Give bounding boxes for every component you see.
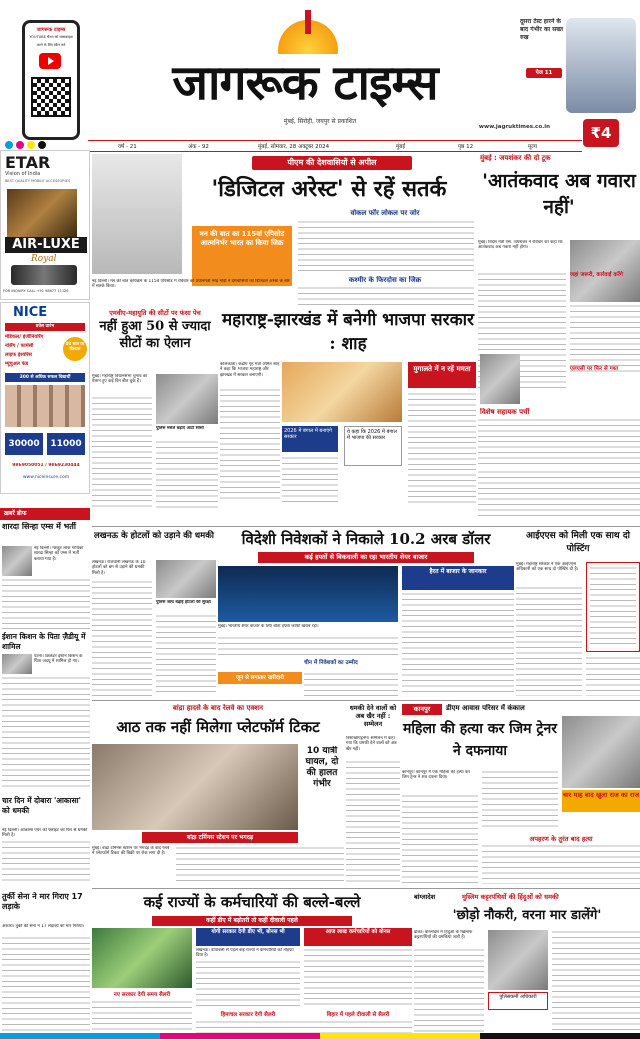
maha-story bbox=[92, 306, 218, 526]
shah-text bbox=[220, 388, 280, 500]
hindu-story bbox=[346, 702, 400, 886]
pm-body: नई दिल्ली। मन की बात कार्यक्रम के 115वें एपिसोड में रविवार को प्रधानमंत्री नरेंद्र मोदी ने देशवासियों को डिजिटल अरेस्ट के बारे में सतर्क किया। bbox=[92, 279, 290, 290]
brief-4-body: अंकारा। तुर्की की सेना ने 17 लड़ाकों को मार गिराया। bbox=[2, 924, 85, 929]
fdi-sub2: चीन में निवेशकों का उम्मीद bbox=[304, 660, 358, 666]
etar-model: Royal bbox=[31, 254, 57, 264]
hindu-text bbox=[346, 760, 400, 884]
bangladesh-headline: 'छोड़ो नौकरी, वरना मार डालेंगे' bbox=[452, 908, 602, 923]
fdi-text bbox=[218, 636, 398, 656]
masthead-website[interactable]: www.jagruktimes.co.in bbox=[478, 124, 550, 130]
ias-headline: आईएएस को मिली एक साथ दो पोस्टिंग bbox=[526, 531, 630, 554]
info-city: मुंबई bbox=[396, 144, 406, 150]
masthead-tagline: मुंबई, सिरोही, जयपुर से प्रकाशित bbox=[283, 118, 357, 125]
employees-sub3: नए सरकार देगी समय सैलरी bbox=[113, 992, 171, 998]
divider-railway bbox=[92, 700, 640, 701]
kanpur-sub: अपहरण के तुरंत बाद हत्या bbox=[529, 835, 593, 843]
ias-box-text bbox=[590, 566, 636, 648]
brief-4 bbox=[0, 892, 92, 1039]
fdi-body: मुंबई। भारतीय शेयर बाजार के लिए बीता हफ्ता काफी खराब रहा। bbox=[218, 624, 319, 629]
sunrise-logo-icon bbox=[268, 10, 348, 54]
bangladesh-body: ढाका। बांग्लादेश में हिंदुओं के खिलाफ कट्टरपंथियों की धमकियां जारी हैं। bbox=[414, 930, 473, 941]
nice-site[interactable]: www.niceinsure.com bbox=[22, 475, 70, 480]
railway-bar: बांद्रा टर्मिनस स्टेशन पर भगदड़ bbox=[142, 832, 298, 843]
hotels-note: पुलिस जांच बढ़ाई होटलों की सुरक्षा bbox=[156, 600, 211, 605]
brief-3-body: नई दिल्ली। आकासा एयर की फ्लाइट को फिर से धमकी मिली है। bbox=[2, 828, 88, 839]
shah-story bbox=[220, 306, 476, 526]
employees-bar: कहीं डीए में बढ़ोतरी तो कहीं दीवाली पहले bbox=[152, 916, 352, 926]
kanpur-story bbox=[402, 702, 640, 886]
magenta-dot-icon bbox=[16, 141, 24, 149]
cyan-dot-icon bbox=[5, 141, 13, 149]
kanpur-headline: महिला की हत्या कर जिम ट्रेनर ने दफनाया bbox=[403, 721, 557, 759]
etar-product-image2 bbox=[11, 265, 77, 285]
nice-item-4: लाइफ इंश्योरेंस bbox=[5, 352, 32, 358]
app-ad[interactable] bbox=[22, 20, 80, 140]
yellow-dot-icon bbox=[27, 141, 35, 149]
info-pages: पृष्ठ 12 bbox=[458, 144, 474, 150]
shah-box1: 2026 में बंगाल में बनाएंगे सरकार bbox=[282, 426, 338, 452]
ias-text2 bbox=[586, 656, 640, 696]
shah-text3 bbox=[282, 456, 338, 506]
hotels-body: लखनऊ। राजधानी लखनऊ के 10 होटलों को बम से उड़ाने की धमकी मिली है। bbox=[92, 560, 146, 576]
brief-2-title: ईशान किशन के पिता ज़ैडीयू में शामिल bbox=[2, 632, 86, 651]
etar-product-image bbox=[7, 189, 77, 237]
divider-employees bbox=[92, 888, 640, 889]
hindu-kicker: धमकी देने वालों को अब खैर नहीं : सम्मेलन bbox=[349, 704, 397, 728]
hindu-body: विशाखापट्टनम। सम्मेलन में कहा गया कि धमकी देने वालों को अब खैर नहीं। bbox=[346, 736, 397, 752]
etar-note: BEST QUALITY MOBILE ACCESSORIES bbox=[5, 179, 71, 183]
bangladesh-story bbox=[414, 890, 640, 1039]
pm-story bbox=[92, 154, 476, 304]
railway-story bbox=[92, 702, 344, 886]
pm-callout: मन की बात का 115वां एपिसोड आत्मनिर्भर भारत का किया जिक्र bbox=[192, 226, 292, 286]
brief-3-text bbox=[2, 840, 90, 884]
teaser-page: पेज 11 bbox=[526, 68, 562, 78]
kanpur-photo bbox=[562, 716, 640, 788]
pm-sub1: वोकल फॉर लोकल पर जोर bbox=[350, 209, 420, 217]
nice-students: 300 से अधिक सफल विद्यार्थी bbox=[5, 373, 85, 382]
nice-phone[interactable]: 9869050051 / 9869230444 bbox=[12, 463, 80, 468]
employees-photo bbox=[92, 928, 192, 988]
maha-footer-text bbox=[478, 470, 640, 516]
fdi-text2 bbox=[402, 592, 514, 696]
masthead bbox=[0, 0, 640, 140]
shah-text2 bbox=[408, 392, 476, 504]
employees-headline: कई राज्यों के कर्मचारियों की बल्ले-बल्ले bbox=[143, 893, 361, 911]
fdi-chart-image bbox=[218, 566, 398, 622]
etar-product: AIR-LUXE bbox=[5, 237, 87, 253]
fdi-sub3: जून से लगातार खरीदारी bbox=[218, 672, 302, 684]
nice-stat1: 30000 bbox=[5, 433, 43, 455]
brief-2-text bbox=[2, 676, 90, 790]
brief-2-photo bbox=[2, 654, 32, 674]
app-ad-name: जागरूक टाइम्स bbox=[36, 27, 66, 33]
fdi-sub1: हैरत में बाजार के जानकार bbox=[402, 566, 514, 590]
hotels-story bbox=[92, 528, 216, 698]
mumbai-kicker: मुंबई : जयशंकर की दो टूक bbox=[480, 154, 551, 162]
bangladesh-tag: बांग्लादेश bbox=[414, 893, 436, 901]
fdi-text3 bbox=[304, 672, 398, 696]
railway-photo bbox=[92, 744, 298, 830]
info-bar bbox=[88, 140, 582, 152]
railway-headline: आठ तक नहीं मिलेगा प्लेटफॉर्म टिकट bbox=[116, 718, 320, 736]
color-strip bbox=[0, 1033, 640, 1039]
etar-sub: Vision of India bbox=[5, 171, 41, 177]
shah-box2: ये कहा कि 2026 में बंगाल में भाजपा की सरकार bbox=[344, 426, 402, 466]
fdi-bar: कई हफ्तों से बिकवाली का रहा भारतीय शेयर बाजार bbox=[258, 552, 474, 563]
pm-text-bottom bbox=[298, 286, 474, 308]
nice-students-photos bbox=[5, 385, 85, 427]
railway-callout: 10 यात्री घायल, दो की हालत गंभीर bbox=[305, 746, 339, 789]
nice-item-3: नर्सिंग / फार्मेसी bbox=[5, 343, 34, 349]
kanpur-text3 bbox=[482, 844, 640, 884]
etar-ad[interactable] bbox=[0, 150, 90, 300]
shah-headline: महाराष्ट्र-झारखंड में बनेगी भाजपा सरकार : शाह bbox=[222, 310, 474, 354]
nice-item-1: प्रवेश प्रारंभ bbox=[5, 323, 85, 331]
mumbai-sub2: एलएसी पर फिर से गश्त bbox=[570, 366, 619, 372]
black-dot-icon bbox=[38, 141, 46, 149]
railway-body: मुंबई। बांद्रा टर्मिनस स्टेशन पर भगदड़ के बाद रेलवे ने प्लेटफॉर्म टिकट की बिक्री पर रोक लगा दी है। bbox=[92, 846, 170, 857]
hotels-text2 bbox=[156, 614, 216, 696]
nice-brand: NICE bbox=[13, 305, 48, 320]
bangladesh-note: पुलिसकर्मी अधिकारी bbox=[488, 992, 548, 1010]
mumbai-text-3 bbox=[478, 418, 640, 466]
app-ad-line2: करने के लिए स्कैन करें bbox=[36, 43, 66, 47]
nice-item-5: म्यूचुअल फंड bbox=[5, 361, 29, 367]
brief-4-title: तुर्की सेना ने मार गिराए 17 लड़ाके bbox=[2, 892, 83, 911]
info-issue: अंक - 92 bbox=[188, 144, 209, 150]
color-registration-marks bbox=[2, 134, 62, 144]
divider-fdi bbox=[92, 526, 640, 527]
mumbai-body: मुंबई। विदेश मंत्री एस. जयशंकर ने रविवार को कहा कि आतंकवाद अब गवारा नहीं होगा। bbox=[478, 240, 563, 251]
teaser-photo bbox=[566, 18, 636, 113]
mumbai-sub3: विशेष सहायक पर्ची bbox=[480, 408, 530, 416]
teaser[interactable] bbox=[520, 18, 638, 118]
pm-sub2: कश्मीर के फिरदोस का जिक्र bbox=[348, 276, 422, 284]
kanpur-tag: कानपुर bbox=[402, 704, 442, 715]
bangladesh-kicker: मुस्लिम कट्टरपंथियों की हिंदुओं को धमकी bbox=[462, 893, 559, 901]
brief-1 bbox=[0, 522, 92, 672]
bangladesh-text bbox=[414, 948, 484, 1036]
maha-headline: नहीं हुआ 50 से ज्यादा सीटों का ऐलान bbox=[99, 319, 211, 351]
railway-kicker: बांद्रा हादसे के बाद रेलवे का एक्शन bbox=[172, 704, 264, 712]
mumbai-headline: 'आतंकवाद अब गवारा नहीं' bbox=[482, 170, 636, 218]
qr-code-icon[interactable] bbox=[31, 77, 71, 117]
maha-text bbox=[92, 396, 152, 508]
brief-1-body: नई दिल्ली। मशहूर लोक गायिका शारदा सिन्हा को एम्स में भर्ती कराया गया है। bbox=[34, 546, 84, 562]
kanpur-text2 bbox=[482, 770, 558, 830]
etar-brand: ETAR bbox=[5, 153, 51, 172]
nice-ad[interactable] bbox=[0, 302, 90, 494]
hotels-photo bbox=[156, 560, 216, 598]
shah-body: कोलकाता। केंद्रीय गृह मंत्री अमित शाह ने कहा कि भाजपा महाराष्ट्र और झारखंड में सरकार बनाएगी। bbox=[220, 362, 280, 378]
nice-item-2: मेडिकल/ इंजीनियरिंग bbox=[5, 334, 44, 340]
fdi-headline: विदेशी निवेशकों ने निकाले 10.2 अरब डॉलर bbox=[241, 530, 491, 548]
info-year: वर्ष - 21 bbox=[118, 144, 137, 150]
employees-text2 bbox=[304, 948, 412, 1008]
brief-1-title: शारदा सिन्हा एम्स में भर्ती bbox=[2, 522, 76, 531]
news-brief-label: ख़बरें ब्रीफ bbox=[0, 508, 90, 520]
pm-headline: 'डिजिटल अरेस्ट' से रहें सतर्क bbox=[211, 176, 447, 202]
mumbai-sub: जहां जरूरी, कार्रवाई करेंगे bbox=[570, 272, 623, 278]
info-price-label: मूल्य bbox=[528, 144, 537, 150]
employees-text3 bbox=[92, 1000, 192, 1036]
ias-text bbox=[516, 586, 582, 696]
ias-story bbox=[516, 528, 640, 698]
maha-body: मुंबई। महाराष्ट्र विधानसभा चुनाव का ऐलान हुए कई दिन बीत चुके हैं। bbox=[92, 374, 148, 385]
shah-photo bbox=[282, 362, 402, 422]
kanpur-callout: चार माह बाद खुला राज का राज bbox=[562, 790, 640, 812]
etar-contact: FOR INQUIRY CALL +91 98677 11126 bbox=[3, 289, 69, 293]
maha-text2 bbox=[156, 440, 218, 508]
employees-story bbox=[92, 890, 412, 1039]
employees-sub1: योगी सरकार देगी डीए भी, बोनस भी bbox=[196, 928, 300, 946]
nice-badge: 40 साल का विश्वास bbox=[63, 337, 87, 361]
kanpur-text bbox=[402, 794, 478, 884]
employees-body: लखनऊ। दीपावली से पहले कई राज्यों ने कर्मचारियों को तोहफा दिया है। bbox=[196, 948, 294, 959]
mumbai-photo2 bbox=[480, 354, 520, 404]
railway-text bbox=[176, 846, 344, 882]
hotels-text bbox=[92, 580, 152, 696]
teaser-text: दूसरा टेस्ट हारने के बाद गंभीर का सख्त रुख bbox=[520, 18, 564, 41]
bangladesh-photo bbox=[488, 930, 548, 990]
brief-3-title: चार दिन में दोबारा 'आकासा' को धमकी bbox=[2, 796, 81, 815]
employees-text1 bbox=[196, 960, 300, 1008]
pm-text-col bbox=[298, 220, 474, 274]
ias-body: मुंबई। महाराष्ट्र सरकार ने एक आईएएस अधिकारी को एक साथ दो पोस्टिंग दी है। bbox=[516, 562, 579, 573]
app-ad-line1: YOUTUBE चैनल को सब्सक्राइब bbox=[29, 35, 73, 39]
brief-1-photo bbox=[2, 546, 32, 576]
fdi-story bbox=[218, 528, 514, 698]
kanpur-kicker: डीएम आवास परिसर में कंकाल bbox=[446, 704, 525, 712]
info-date: मुंबई, सोमवार, 28 अक्टूबर 2024 bbox=[258, 144, 330, 150]
hotels-headline: लखनऊ के होटलों को उड़ाने की धमकी bbox=[94, 531, 214, 541]
bangladesh-text2 bbox=[552, 930, 640, 1036]
brief-4-text bbox=[2, 936, 90, 1032]
maha-kicker: एमवीए-महायुति की सीटों पर फंसा पेच bbox=[109, 309, 201, 317]
pm-kicker: पीएम की देशवासियों से अपील bbox=[252, 156, 412, 170]
nice-stat2: 11000 bbox=[47, 433, 85, 455]
employees-sub5: बिहार में पहले दीवाली से सैलरी bbox=[326, 1012, 390, 1018]
employees-sub4: हिमाचल सरकार देगी सैलरी bbox=[220, 1012, 276, 1018]
employees-sub2: आज लाख कर्मचारियों को बोनस bbox=[304, 928, 412, 946]
kanpur-body: कानपुर। कानपुर में एक महिला की हत्या कर जिम ट्रेनर ने शव दफना दिया। bbox=[402, 770, 471, 781]
pm-photo bbox=[92, 154, 182, 274]
youtube-icon bbox=[39, 53, 61, 69]
maha-photo bbox=[156, 374, 218, 424]
price-badge: ₹4 bbox=[583, 119, 619, 147]
shah-callout: मुगालते में न रहें ममता bbox=[408, 362, 476, 388]
masthead-title: जागरूक टाइम्स bbox=[172, 55, 438, 111]
maha-note: पुलिस मसले बढ़ाए आटो सोसो bbox=[156, 426, 204, 431]
brief-3 bbox=[0, 796, 92, 886]
mumbai-story bbox=[478, 154, 640, 469]
brief-1-text bbox=[2, 578, 90, 630]
brief-2-body: पटना। क्रिकेटर ईशान किशन के पिता जदयू में शामिल हो गए। bbox=[34, 654, 83, 665]
